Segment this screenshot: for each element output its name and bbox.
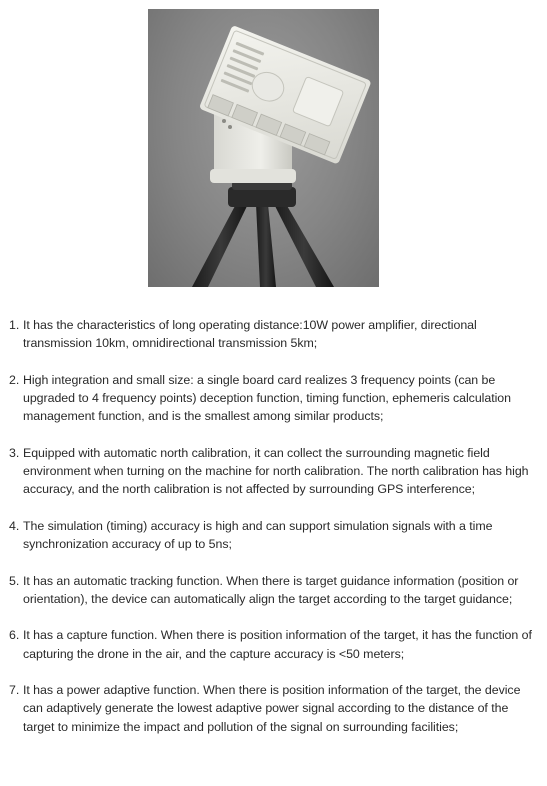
feature-number: 3. — [9, 445, 20, 460]
feature-number: 6. — [9, 628, 20, 643]
feature-text: It has the characteristics of long operating distance:10W power amplifier, directional transmission 10km, omnidirectional transmission 5km; — [23, 318, 477, 351]
feature-number: 4. — [9, 518, 20, 533]
radar-jammer-on-tripod-photo-icon — [148, 9, 379, 287]
feature-item-7 — [9, 681, 539, 736]
feature-text: It has a capture function. When there is position information of the target, it has the function of capturing the drone in the air, and the capture accuracy is <50 meters; — [23, 628, 532, 661]
feature-list — [9, 316, 539, 754]
feature-text: High integration and small size: a single board card realizes 3 frequency points (can be upgraded to 4 frequency points) deception function, timing function, ephemeris calculation management function, and is the smallest among similar products; — [23, 372, 511, 424]
feature-item-3 — [9, 444, 539, 499]
feature-item-2 — [9, 371, 539, 426]
product-photo — [148, 9, 379, 287]
feature-text: Equipped with automatic north calibration, it can collect the surrounding magnetic field environment when turning on the machine for north calibration. The north calibration has high accuracy, and the north calibration is not affected by surrounding GPS interference; — [23, 445, 529, 497]
feature-number: 5. — [9, 573, 20, 588]
feature-number: 1. — [9, 318, 20, 332]
feature-text: It has a power adaptive function. When there is position information of the target, the device can adaptively generate the lowest adaptive power signal according to the distance of the target to minimize the impact and pollution of the signal on surrounding facilities; — [23, 683, 521, 734]
feature-item-4 — [9, 517, 539, 553]
feature-text: The simulation (timing) accuracy is high and can support simulation signals with a time synchronization accuracy of up to 5ns; — [23, 518, 493, 551]
feature-item-1 — [9, 316, 539, 352]
feature-text: It has an automatic tracking function. When there is target guidance information (position or orientation), the device can automatically align the target according to the target guidance; — [23, 573, 519, 606]
feature-number: 7. — [9, 683, 20, 698]
feature-item-6 — [9, 626, 539, 662]
feature-number: 2. — [9, 372, 20, 387]
feature-item-5 — [9, 572, 539, 608]
